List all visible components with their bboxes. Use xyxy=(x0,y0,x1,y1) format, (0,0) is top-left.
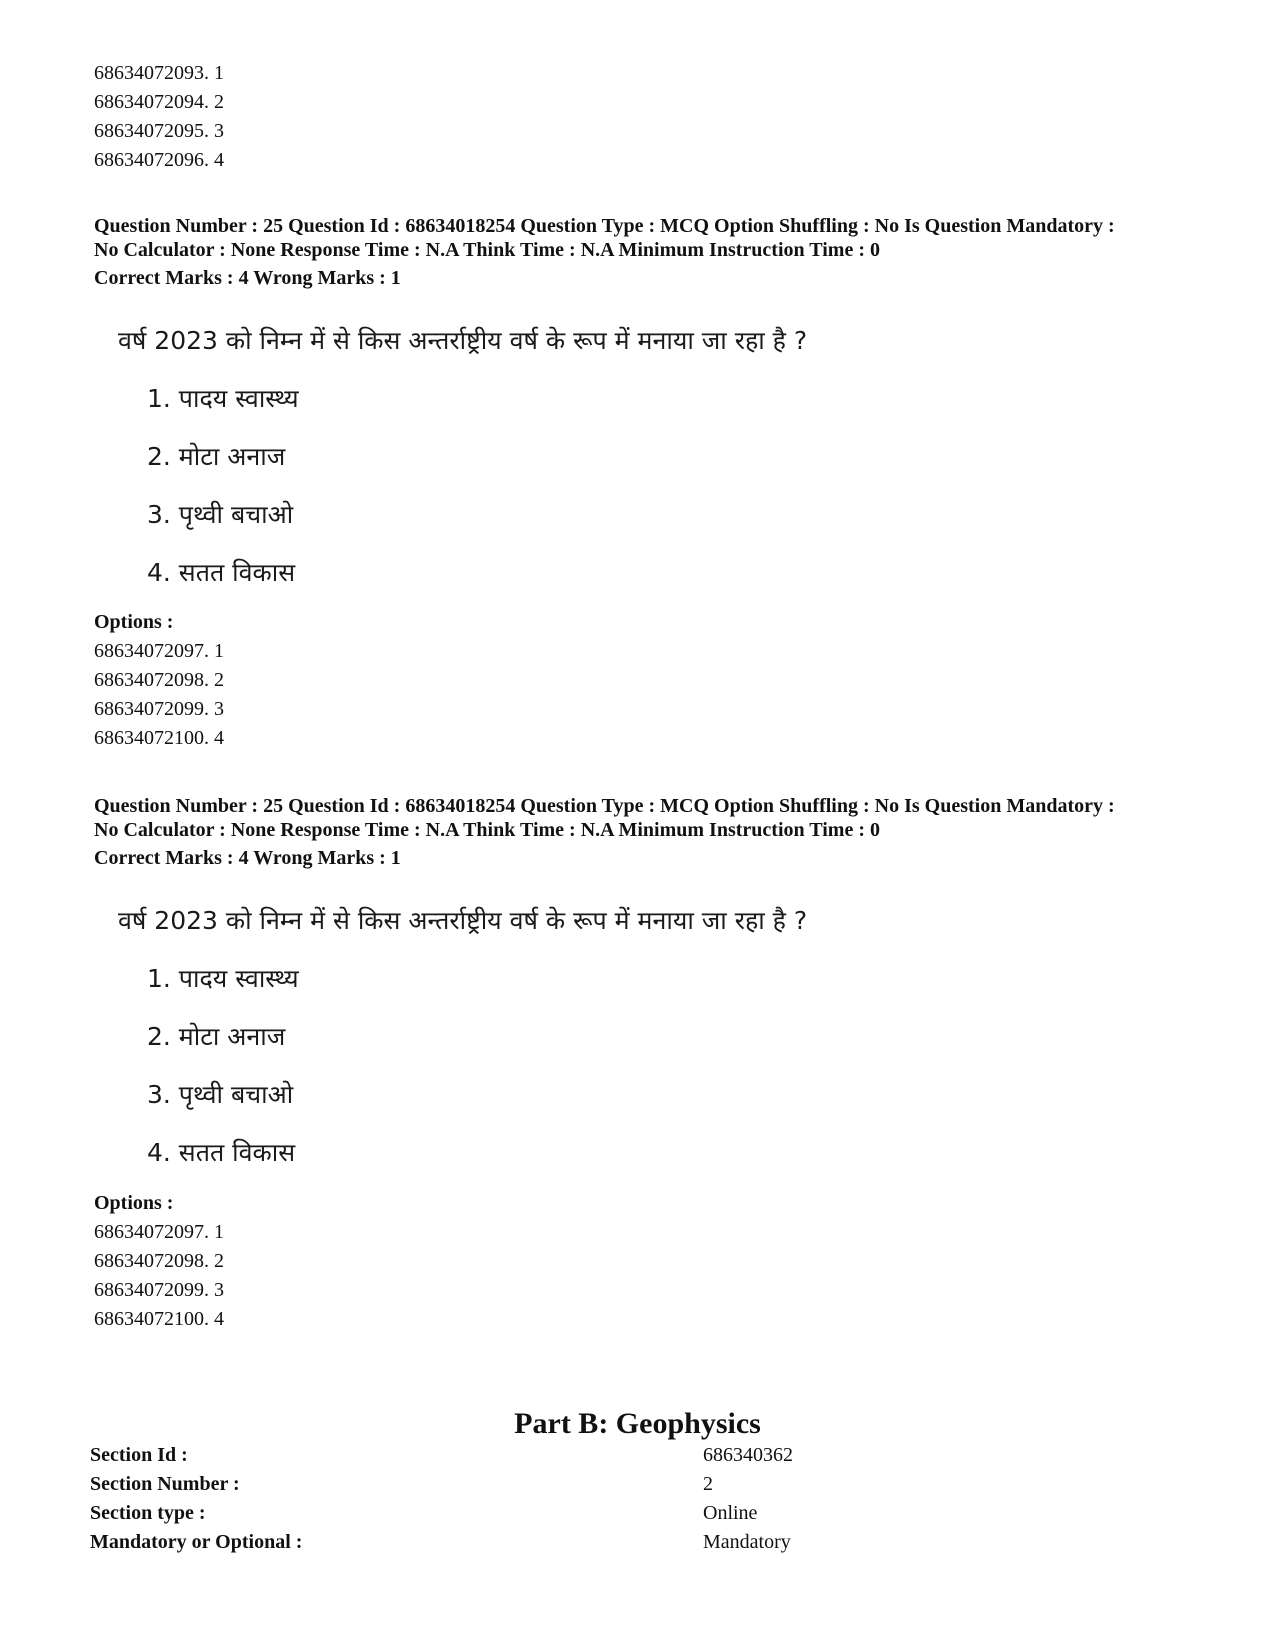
choice-item: 2. मोटा अनाज xyxy=(147,1022,286,1051)
question-text: वर्ष 2023 को निम्न में से किस अन्तर्राष्ट्रीय वर्ष के रूप में मनाया जा रहा है ? xyxy=(118,326,808,355)
section-type-label: Section type : xyxy=(90,1502,206,1524)
option-line: 68634072093. 1 xyxy=(94,62,224,84)
question-marks: Correct Marks : 4 Wrong Marks : 1 xyxy=(94,847,401,869)
choice-item: 4. सतत विकास xyxy=(147,558,296,587)
choice-item: 3. पृथ्वी बचाओ xyxy=(147,1080,294,1109)
section-number-label: Section Number : xyxy=(90,1473,240,1495)
option-line: 68634072100. 4 xyxy=(94,727,224,749)
option-line: 68634072099. 3 xyxy=(94,1279,224,1301)
choice-item: 4. सतत विकास xyxy=(147,1138,296,1167)
choice-item: 1. पादय स्वास्थ्य xyxy=(147,384,299,413)
question-meta-line1: Question Number : 25 Question Id : 68634018254 Question Type : MCQ Option Shuffling : No Is Question Mandatory : xyxy=(94,215,1115,237)
section-type-value: Online xyxy=(703,1502,758,1524)
option-line: 68634072095. 3 xyxy=(94,120,224,142)
section-number-value: 2 xyxy=(703,1473,713,1495)
option-line: 68634072097. 1 xyxy=(94,640,224,662)
section-id-value: 686340362 xyxy=(703,1444,793,1466)
section-id-label: Section Id : xyxy=(90,1444,188,1466)
option-line: 68634072098. 2 xyxy=(94,1250,224,1272)
option-line: 68634072097. 1 xyxy=(94,1221,224,1243)
question-meta-line2: No Calculator : None Response Time : N.A Think Time : N.A Minimum Instruction Time : 0 xyxy=(94,239,880,261)
options-label: Options : xyxy=(94,611,174,633)
mandatory-value: Mandatory xyxy=(703,1531,791,1553)
choice-item: 2. मोटा अनाज xyxy=(147,442,286,471)
question-text: वर्ष 2023 को निम्न में से किस अन्तर्राष्ट्रीय वर्ष के रूप में मनाया जा रहा है ? xyxy=(118,906,808,935)
mandatory-label: Mandatory or Optional : xyxy=(90,1531,303,1553)
question-meta-line1: Question Number : 25 Question Id : 68634018254 Question Type : MCQ Option Shuffling : No Is Question Mandatory : xyxy=(94,795,1115,817)
option-line: 68634072094. 2 xyxy=(94,91,224,113)
section-heading: Part B: Geophysics xyxy=(514,1407,761,1440)
choice-item: 3. पृथ्वी बचाओ xyxy=(147,500,294,529)
question-marks: Correct Marks : 4 Wrong Marks : 1 xyxy=(94,267,401,289)
option-line: 68634072099. 3 xyxy=(94,698,224,720)
options-label: Options : xyxy=(94,1192,174,1214)
choice-item: 1. पादय स्वास्थ्य xyxy=(147,964,299,993)
question-meta-line2: No Calculator : None Response Time : N.A Think Time : N.A Minimum Instruction Time : 0 xyxy=(94,819,880,841)
option-line: 68634072100. 4 xyxy=(94,1308,224,1330)
option-line: 68634072098. 2 xyxy=(94,669,224,691)
option-line: 68634072096. 4 xyxy=(94,149,224,171)
